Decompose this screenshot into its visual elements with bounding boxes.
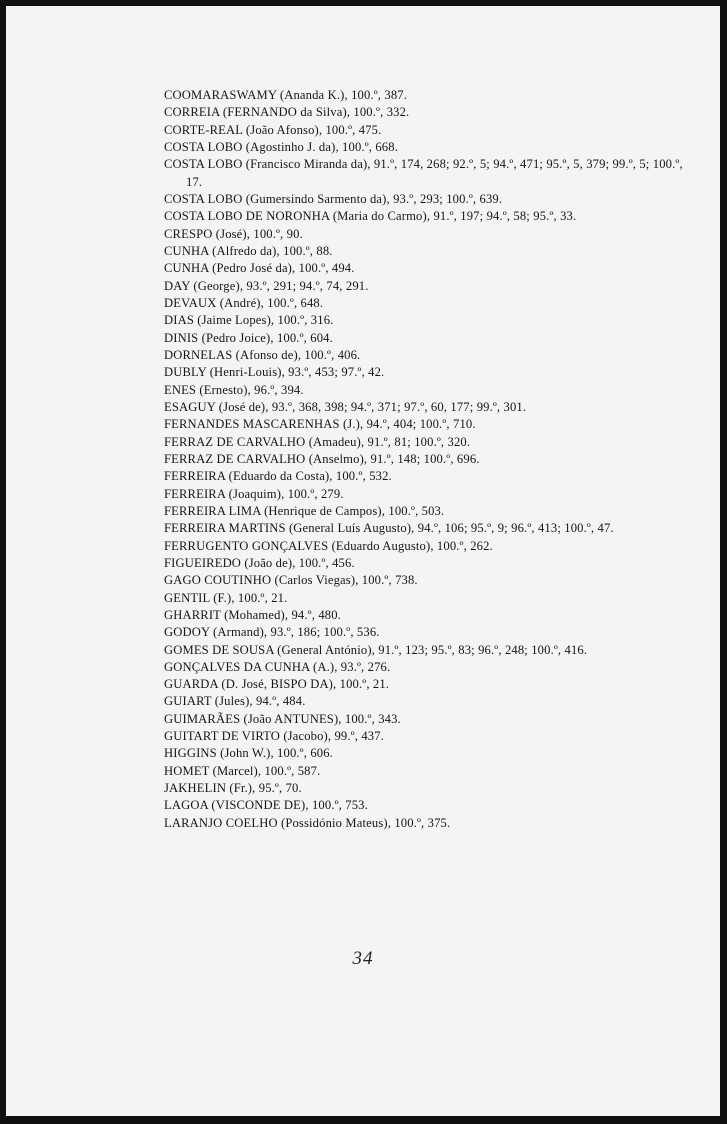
page-number: 34	[352, 948, 374, 969]
index-entry: GHARRIT (Mohamed), 94.º, 480.	[164, 607, 341, 622]
index-entry: GOMES DE SOUSA (General António), 91.º, 123; 95.º, 83; 96.º, 248; 100.º, 416.	[164, 642, 588, 657]
index-entry: LARANJO COELHO (Possidónio Mateus), 100.º, 375.	[164, 815, 451, 830]
index-entry: FERRAZ DE CARVALHO (Amadeu), 91.º, 81; 100.º, 320.	[164, 434, 471, 449]
index-entry: FERREIRA MARTINS (General Luís Augusto), 94.º, 106; 95.º, 9; 96.º, 413; 100.º, 47.	[164, 521, 614, 536]
index-entry: COSTA LOBO (Francisco Miranda da), 91.º, 174, 268; 92.º, 5; 94.º, 471; 95.º, 5, 379; 99.º, 5; 100.º, 17.	[164, 157, 683, 189]
index-entry: HIGGINS (John W.), 100.º, 606.	[164, 746, 333, 761]
index-entry: COSTA LOBO (Agostinho J. da), 100.º, 668.	[164, 139, 398, 154]
index-entry: CORTE-REAL (João Afonso), 100.º, 475.	[164, 122, 382, 137]
index-entry: CUNHA (Alfredo da), 100.º, 88.	[164, 243, 333, 258]
index-entry: FERNANDES MASCARENHAS (J.), 94.º, 404; 100.º, 710.	[164, 417, 476, 432]
index-entry: DAY (George), 93.º, 291; 94.º, 74, 291.	[164, 278, 369, 293]
index-entry: CORREIA (FERNANDO da Silva), 100.º, 332.	[164, 105, 410, 120]
index-entry: DIAS (Jaime Lopes), 100.º, 316.	[164, 313, 334, 328]
index-entry: GUIMARÃES (João ANTUNES), 100.º, 343.	[164, 711, 401, 726]
index-entry: HOMET (Marcel), 100.º, 587.	[164, 763, 321, 778]
index-entry: COSTA LOBO (Gumersindo Sarmento da), 93.º, 293; 100.º, 639.	[164, 191, 503, 206]
index-entry: GUIART (Jules), 94.º, 484.	[164, 694, 306, 709]
index-entry: GONÇALVES DA CUNHA (A.), 93.º, 276.	[164, 659, 391, 674]
index-entry: DUBLY (Henri-Louis), 93.º, 453; 97.º, 42.	[164, 365, 385, 380]
index-entry: GENTIL (F.), 100.º, 21.	[164, 590, 288, 605]
index-entry: FERREIRA (Eduardo da Costa), 100.º, 532.	[164, 469, 392, 484]
index-entry: CRESPO (José), 100.º, 90.	[164, 226, 303, 241]
author-index-list	[164, 87, 684, 832]
index-entry: DORNELAS (Afonso de), 100.º, 406.	[164, 347, 361, 362]
index-entry: COOMARASWAMY (Ananda K.), 100.º, 387.	[164, 88, 408, 102]
index-entry: GAGO COUTINHO (Carlos Viegas), 100.º, 738.	[164, 573, 418, 588]
index-entry: FERRUGENTO GONÇALVES (Eduardo Augusto), 100.º, 262.	[164, 538, 493, 553]
index-entry: CUNHA (Pedro José da), 100.º, 494.	[164, 261, 355, 276]
index-entry: FERRAZ DE CARVALHO (Anselmo), 91.º, 148; 100.º, 696.	[164, 451, 480, 466]
index-entry: DEVAUX (André), 100.º, 648.	[164, 295, 324, 310]
index-entry: FERREIRA LIMA (Henrique de Campos), 100.º, 503.	[164, 503, 445, 518]
index-entry: COSTA LOBO DE NORONHA (Maria do Carmo), 91.º, 197; 94.º, 58; 95.º, 33.	[164, 209, 577, 224]
index-entry: LAGOA (VISCONDE DE), 100.º, 753.	[164, 798, 368, 813]
index-entry: JAKHELIN (Fr.), 95.º, 70.	[164, 781, 302, 796]
index-entry: ENES (Ernesto), 96.º, 394.	[164, 382, 304, 397]
index-entry: GODOY (Armand), 93.º, 186; 100.º, 536.	[164, 625, 380, 640]
index-entry: FERREIRA (Joaquim), 100.º, 279.	[164, 486, 344, 501]
index-entry: GUITART DE VIRTO (Jacobo), 99.º, 437.	[164, 729, 384, 744]
index-entry: FIGUEIREDO (João de), 100.º, 456.	[164, 555, 355, 570]
index-entry: ESAGUY (José de), 93.º, 368, 398; 94.º, 371; 97.º, 60, 177; 99.º, 301.	[164, 399, 527, 414]
document-page	[6, 6, 720, 1116]
index-entry: GUARDA (D. José, BISPO DA), 100.º, 21.	[164, 677, 390, 692]
index-entry: DINIS (Pedro Joice), 100.º, 604.	[164, 330, 333, 345]
